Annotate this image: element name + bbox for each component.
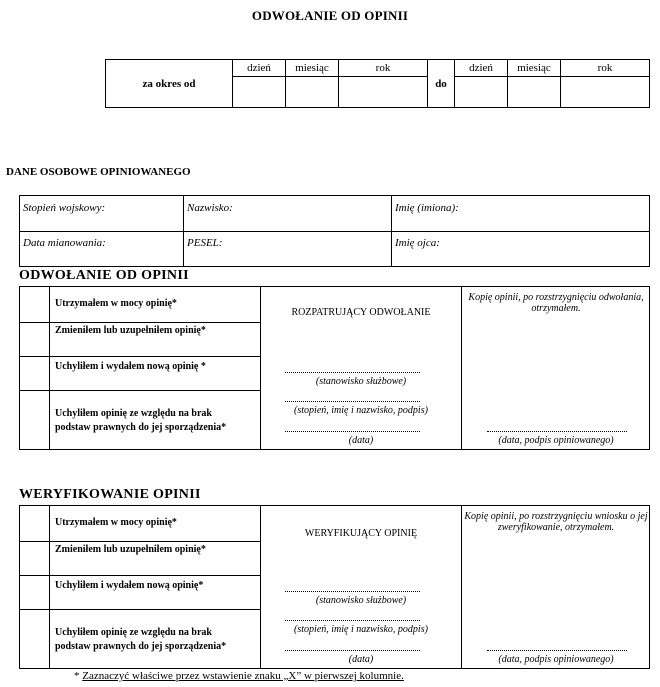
divider: [20, 356, 261, 357]
position-line[interactable]: [285, 372, 420, 373]
period-to-label: do: [428, 60, 455, 108]
period-table: [105, 59, 650, 108]
appeal-check-4[interactable]: [20, 390, 50, 450]
position-line[interactable]: [285, 591, 420, 592]
verify-check-3[interactable]: [20, 575, 50, 609]
date-line[interactable]: [285, 650, 420, 651]
name-line[interactable]: [285, 401, 420, 402]
to-month-field[interactable]: [508, 77, 561, 108]
from-year-field[interactable]: [339, 77, 428, 108]
date-caption: (data): [348, 435, 374, 446]
footnote-mark: *: [74, 670, 83, 682]
personal-data-box: [19, 195, 650, 267]
verify-option-new: Uchyliłem i wydałem nową opinię*: [55, 580, 204, 591]
verify-copy-note: Kopię opinii, po rozstrzygnięciu wniosku o jej zweryfikowanie, otrzymałem.: [464, 511, 648, 533]
rank-field[interactable]: Stopień wojskowy:: [23, 202, 106, 214]
verify-block: [19, 505, 650, 669]
appointment-date-field[interactable]: Data mianowania:: [23, 237, 106, 249]
surname-field[interactable]: Nazwisko:: [187, 202, 233, 214]
divider: [20, 575, 261, 576]
names-field[interactable]: Imię (imiona):: [395, 202, 459, 214]
verify-check-2[interactable]: [20, 541, 50, 575]
to-year-field[interactable]: [561, 77, 650, 108]
verify-option-changed: Zmieniłem lub uzupełniłem opinię*: [55, 544, 206, 555]
from-month-header: miesiąc: [286, 60, 339, 77]
appeal-heading: ODWOŁANIE OD OPINII: [19, 268, 189, 283]
date-line[interactable]: [285, 431, 420, 432]
divider: [20, 390, 261, 391]
name-caption: (stopień, imię i nazwisko, podpis): [294, 624, 428, 635]
date-caption: (data): [348, 654, 374, 665]
personal-data-heading: DANE OSOBOWE OPINIOWANEGO: [6, 166, 191, 178]
divider: [461, 506, 462, 668]
to-year-header: rok: [561, 60, 650, 77]
verify-signature-line[interactable]: [487, 650, 627, 651]
appeal-block: [19, 286, 650, 450]
divider: [20, 231, 649, 232]
to-day-header: dzień: [455, 60, 508, 77]
pesel-field[interactable]: PESEL:: [187, 237, 223, 249]
from-year-header: rok: [339, 60, 428, 77]
divider: [461, 287, 462, 449]
verify-option-upheld: Utrzymałem w mocy opinię*: [55, 517, 177, 528]
appeal-check-2[interactable]: [20, 322, 50, 356]
verify-check-1[interactable]: [20, 506, 50, 541]
verify-middle-title: WERYFIKUJĄCY OPINIĘ: [304, 528, 418, 539]
name-caption: (stopień, imię i nazwisko, podpis): [294, 405, 428, 416]
verify-option-annulled: Uchyliłem opinię ze względu na brak: [55, 627, 212, 638]
appeal-check-3[interactable]: [20, 356, 50, 390]
page-title: ODWOŁANIE OD OPINII: [251, 8, 409, 23]
appeal-option-upheld: Utrzymałem w mocy opinię*: [55, 298, 177, 309]
verify-heading: WERYFIKOWANIE OPINII: [19, 487, 201, 502]
appeal-middle-title: ROZPATRUJĄCY ODWOŁANIE: [291, 307, 431, 318]
name-line[interactable]: [285, 620, 420, 621]
footnote-text: Zaznaczyć właściwe przez wstawienie znaku „X” w pierwszej kolumnie.: [82, 670, 404, 682]
period-from-label: za okres od: [106, 60, 233, 108]
footnote: [74, 670, 404, 682]
father-name-field[interactable]: Imię ojca:: [395, 237, 440, 249]
appeal-signature-line[interactable]: [487, 431, 627, 432]
appeal-option-annulled: Uchyliłem opinię ze względu na brak: [55, 408, 212, 419]
appeal-option-annulled-cont: podstaw prawnych do jej sporządzenia*: [55, 422, 227, 433]
position-caption: (stanowisko służbowe): [315, 595, 407, 606]
verify-signature-caption: (data, podpis opiniowanego): [498, 654, 614, 665]
appeal-check-1[interactable]: [20, 287, 50, 322]
appeal-option-changed: Zmieniłem lub uzupełniłem opinię*: [55, 325, 206, 336]
from-day-field[interactable]: [233, 77, 286, 108]
to-day-field[interactable]: [455, 77, 508, 108]
verify-check-4[interactable]: [20, 609, 50, 669]
verify-option-annulled-cont: podstaw prawnych do jej sporządzenia*: [55, 641, 227, 652]
divider: [20, 609, 261, 610]
appeal-signature-caption: (data, podpis opiniowanego): [498, 435, 614, 446]
from-day-header: dzień: [233, 60, 286, 77]
appeal-option-new: Uchyliłem i wydałem nową opinię *: [55, 361, 206, 372]
position-caption: (stanowisko służbowe): [315, 376, 407, 387]
from-month-field[interactable]: [286, 77, 339, 108]
to-month-header: miesiąc: [508, 60, 561, 77]
appeal-copy-note: Kopię opinii, po rozstrzygnięciu odwołania, otrzymałem.: [468, 292, 644, 314]
